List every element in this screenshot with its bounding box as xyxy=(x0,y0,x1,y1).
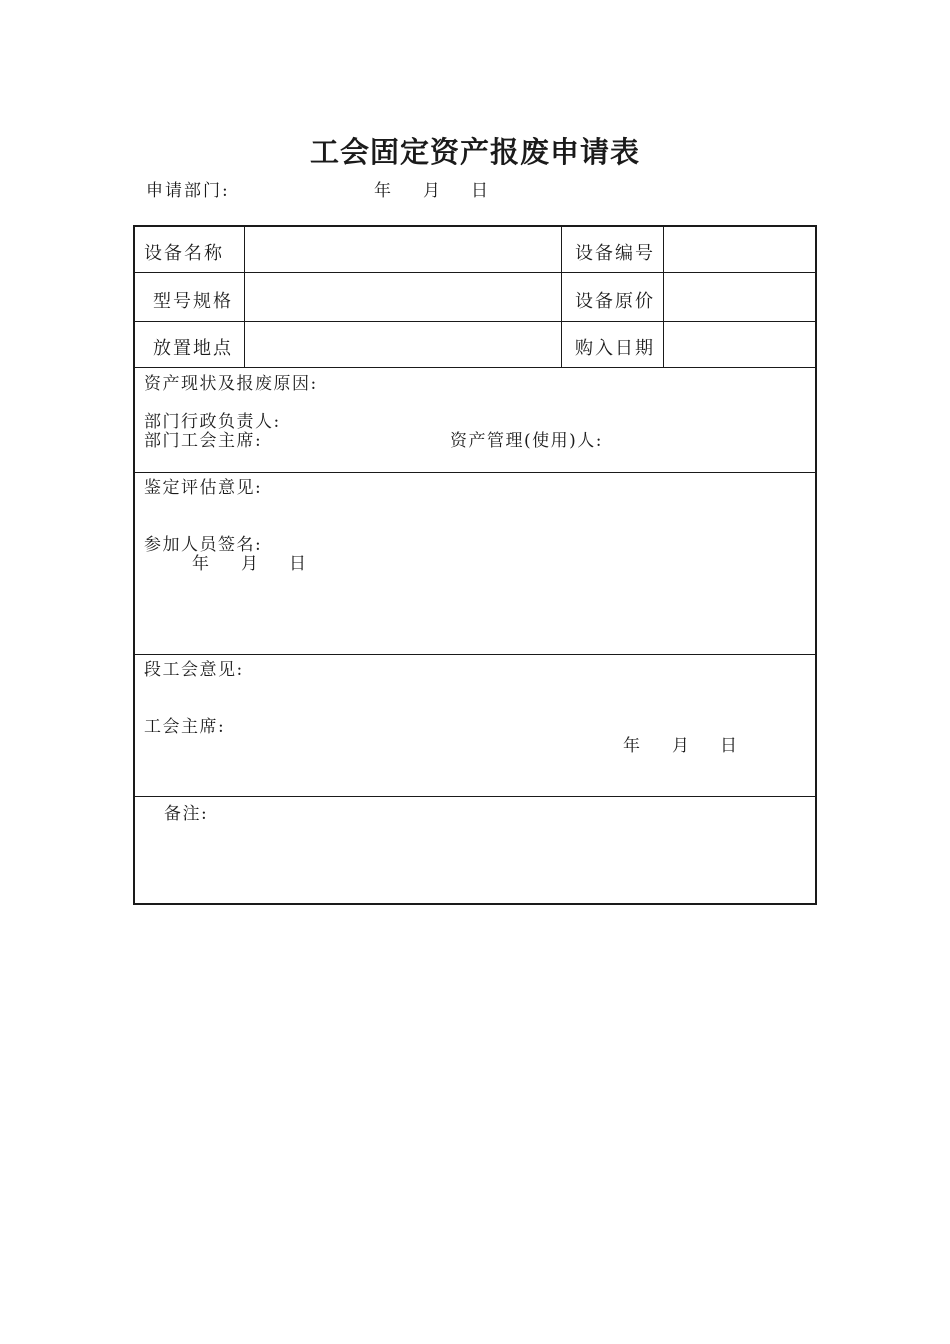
row-divider xyxy=(135,272,815,273)
appraisal-year-label: 年 xyxy=(192,554,211,574)
page-title: 工会固定资产报废申请表 xyxy=(309,135,640,169)
row-divider xyxy=(135,321,815,322)
section-divider xyxy=(135,796,815,797)
union-opinion-label: 段工会意见: xyxy=(144,660,244,680)
header-year-label: 年 xyxy=(374,181,393,201)
equipment-name-field[interactable] xyxy=(246,229,559,271)
union-date xyxy=(623,731,739,756)
dept-admin-label: 部门行政负责人: xyxy=(144,412,281,432)
reason-label: 资产现状及报废原因: xyxy=(144,374,318,394)
equipment-number-label: 设备编号 xyxy=(575,243,655,264)
application-form xyxy=(133,225,817,905)
location-field[interactable] xyxy=(246,323,559,366)
equipment-name-label: 设备名称 xyxy=(144,243,224,264)
union-year-label: 年 xyxy=(623,736,642,756)
row-divider xyxy=(135,367,815,368)
remarks-field[interactable] xyxy=(137,825,815,903)
remarks-label: 备注: xyxy=(164,804,209,824)
appraisal-opinion-label: 鉴定评估意见: xyxy=(144,478,263,498)
union-chair-label: 工会主席: xyxy=(144,717,226,737)
location-label: 放置地点 xyxy=(153,338,233,359)
appraisal-month-label: 月 xyxy=(241,554,260,574)
dept-union-chair-label: 部门工会主席: xyxy=(144,431,263,451)
participants-signature-label: 参加人员签名: xyxy=(144,535,263,555)
header-month-label: 月 xyxy=(423,181,442,201)
purchase-date-label: 购入日期 xyxy=(575,338,655,359)
equipment-number-field[interactable] xyxy=(665,229,815,271)
model-spec-label: 型号规格 xyxy=(153,291,233,312)
header-date xyxy=(374,176,490,201)
dept-label: 申请部门: xyxy=(146,181,230,201)
header-day-label: 日 xyxy=(471,181,490,201)
column-divider xyxy=(244,227,245,368)
column-divider xyxy=(663,227,664,368)
asset-manager-label: 资产管理(使用)人: xyxy=(450,431,603,451)
union-month-label: 月 xyxy=(672,736,691,756)
appraisal-date xyxy=(192,549,308,574)
union-day-label: 日 xyxy=(720,736,739,756)
purchase-date-field[interactable] xyxy=(665,323,815,366)
original-price-label: 设备原价 xyxy=(575,291,655,312)
appraisal-day-label: 日 xyxy=(289,554,308,574)
original-price-field[interactable] xyxy=(665,274,815,320)
model-spec-field[interactable] xyxy=(246,274,559,320)
column-divider xyxy=(561,227,562,368)
